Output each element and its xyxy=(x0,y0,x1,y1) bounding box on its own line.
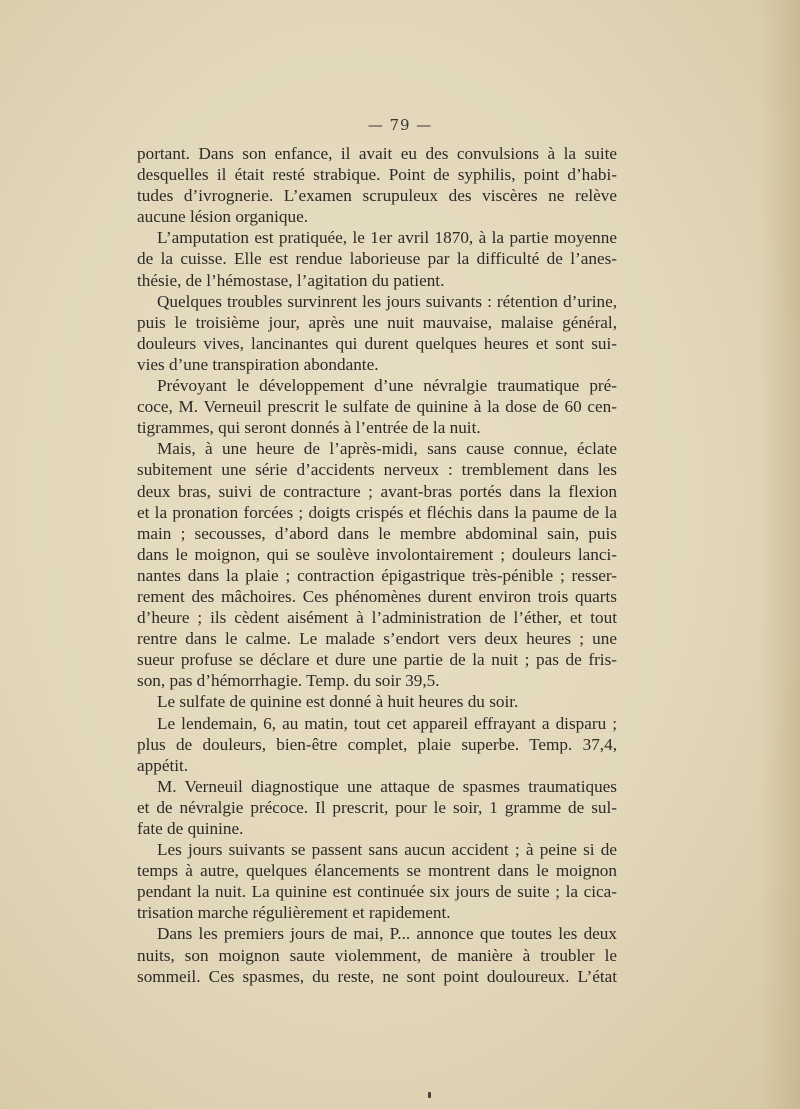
text-line: d’heure ; ils cèdent aisément à l’administration de l’éther, et tout xyxy=(137,608,617,628)
text-line: coce, M. Verneuil prescrit le sulfate de quinine à la dose de 60 cen- xyxy=(137,397,617,417)
text-line: L’amputation est pratiquée, le 1er avril 1870, à la partie moyenne xyxy=(157,228,617,248)
text-line: tudes d’ivrognerie. L’examen scrupuleux des viscères ne relève xyxy=(137,186,617,206)
text-line: et la pronation forcées ; doigts crispés et fléchis dans la paume de la xyxy=(137,502,617,522)
text-line: tigrammes, qui seront donnés à l’entrée de la nuit. xyxy=(137,418,481,438)
text-line: desquelles il était resté strabique. Point de syphilis, point d’habi- xyxy=(137,165,617,185)
text-line: sueur profuse se déclare et dure une partie de la nuit ; pas de fris- xyxy=(137,650,617,670)
text-line: thésie, de l’hémostase, l’agitation du patient. xyxy=(137,270,445,290)
body-text xyxy=(137,143,617,987)
page-edge-shadow xyxy=(760,0,800,1109)
text-line: nantes dans la plaie ; contraction épigastrique très-pénible ; resser- xyxy=(137,565,617,585)
ink-speck xyxy=(428,1092,431,1098)
text-line: Le lendemain, 6, au matin, tout cet appareil effrayant a disparu ; xyxy=(157,713,617,733)
text-line: temps à autre, quelques élancements se montrent dans le moignon xyxy=(137,861,617,881)
text-line: aucune lésion organique. xyxy=(137,207,309,227)
text-line: puis le troisième jour, après une nuit mauvaise, malaise général, xyxy=(137,312,617,332)
text-line: et de névralgie précoce. Il prescrit, pour le soir, 1 gramme de sul- xyxy=(137,797,617,817)
text-line: trisation marche régulièrement et rapidement. xyxy=(137,903,451,923)
text-line: main ; secousses, d’abord dans le membre abdominal sain, puis xyxy=(137,523,617,543)
text-line: Quelques troubles survinrent les jours suivants : rétention d’urine, xyxy=(157,291,617,311)
text-line: Mais, à une heure de l’après-midi, sans cause connue, éclate xyxy=(157,439,617,459)
text-line: de la cuisse. Elle est rendue laborieuse par la difficulté de l’anes- xyxy=(137,249,617,269)
text-line: nuits, son moignon saute violemment, de manière à troubler le xyxy=(137,945,617,965)
text-line: rement des mâchoires. Ces phénomènes durent environ trois quarts xyxy=(137,586,617,606)
text-line: Le sulfate de quinine est donné à huit heures du soir. xyxy=(157,692,519,712)
text-line: sommeil. Ces spasmes, du reste, ne sont point douloureux. L’état xyxy=(137,966,617,986)
text-line: M. Verneuil diagnostique une attaque de spasmes traumatiques xyxy=(157,776,617,796)
text-line: pendant la nuit. La quinine est continuée six jours de suite ; la cica- xyxy=(137,882,617,902)
text-line: douleurs vives, lancinantes qui durent quelques heures et sont sui- xyxy=(137,333,617,353)
text-line: plus de douleurs, bien-être complet, plaie superbe. Temp. 37,4, xyxy=(137,734,617,754)
text-line: appétit. xyxy=(137,755,189,775)
text-line: Dans les premiers jours de mai, P... annonce que toutes les deux xyxy=(157,924,617,944)
page-number: — 79 — xyxy=(367,116,433,134)
text-line: rentre dans le calme. Le malade s’endort vers deux heures ; une xyxy=(137,629,617,649)
text-line: portant. Dans son enfance, il avait eu des convulsions à la suite xyxy=(137,144,617,163)
text-line: dans le moignon, qui se soulève involontairement ; douleurs lanci- xyxy=(137,544,617,564)
text-line: Les jours suivants se passent sans aucun accident ; à peine si de xyxy=(157,840,617,860)
text-line: Prévoyant le développement d’une névralgie traumatique pré- xyxy=(157,376,617,396)
text-line: vies d’une transpiration abondante. xyxy=(137,354,379,374)
text-line: son, pas d’hémorrhagie. Temp. du soir 39,5. xyxy=(137,671,440,691)
text-line: fate de quinine. xyxy=(137,819,244,838)
text-line: subitement une série d’accidents nerveux : tremblement dans les xyxy=(137,460,617,480)
text-line: deux bras, suivi de contracture ; avant-bras portés dans la flexion xyxy=(137,481,617,501)
